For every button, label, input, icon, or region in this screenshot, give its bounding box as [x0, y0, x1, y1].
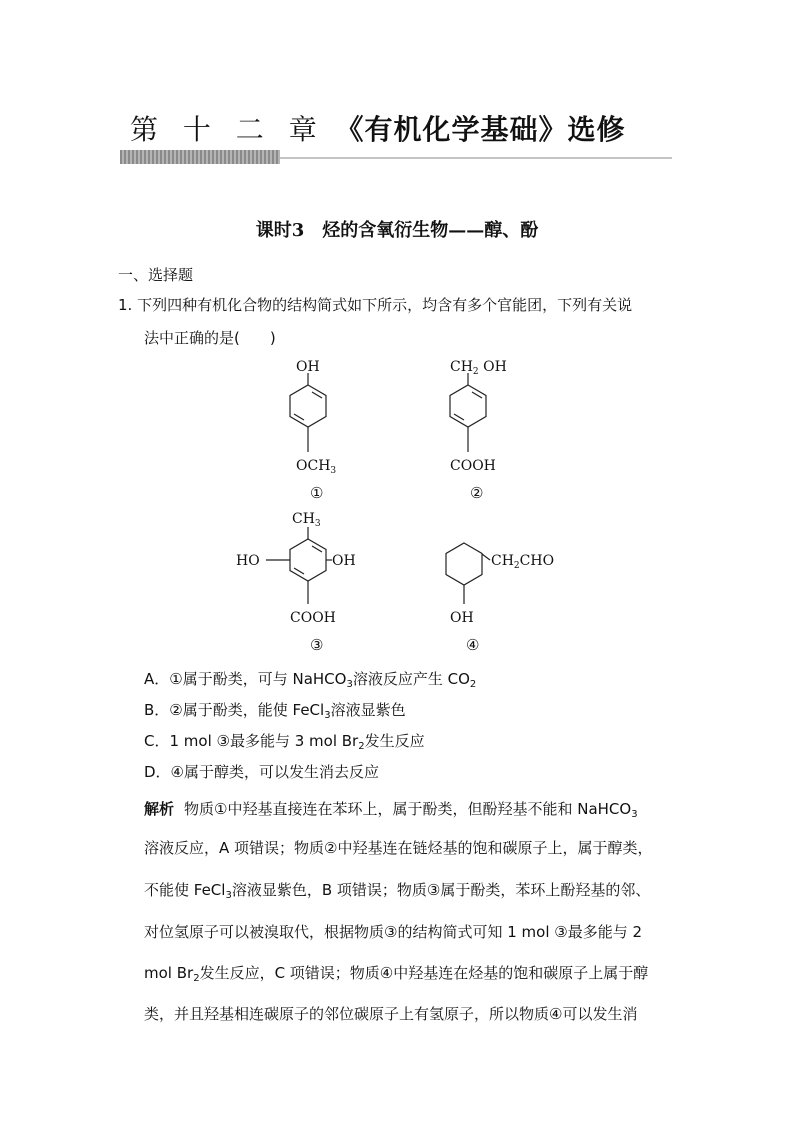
- explanation-line2: 溶液反应，A 项错误；物质②中羟基连在链烃基的饱和碳原子上，属于醇类，: [144, 839, 653, 857]
- option-d: D．④属于醇类，可以发生消去反应: [144, 763, 379, 781]
- structure-3-left-group: HO: [236, 553, 260, 569]
- svg-text:CH2 OH: [450, 359, 507, 377]
- section-label: 一、选择题: [118, 266, 194, 284]
- question-stem-line2: 法中正确的是( ): [144, 329, 276, 347]
- structure-2-top-tail: OH: [478, 359, 507, 375]
- explanation-line1: 解析 物质①中羟基直接连在苯环上，属于酚类，但酚羟基不能和 NaHCO$_3$: [144, 800, 638, 820]
- explanation-lead: 解析: [144, 800, 175, 818]
- structure-4: [446, 543, 554, 654]
- chapter-label: 第 十 二 章: [130, 113, 325, 146]
- structure-1: [290, 359, 336, 502]
- structure-4-marker: ④: [466, 636, 480, 654]
- structure-4-right-sub: 2: [513, 561, 520, 571]
- structure-3: [236, 511, 356, 654]
- option-c: C．1 mol ③最多能与 3 mol $Br_2$发生反应: [144, 732, 425, 752]
- structure-2-top-group: CH: [450, 359, 473, 375]
- structure-1-marker: ①: [310, 484, 324, 502]
- structure-2: [450, 359, 507, 502]
- structure-4-bottom-group: OH: [450, 610, 474, 626]
- option-b: B．②属于酚类，能使 FeCl$_3$溶液显紫色: [144, 701, 406, 721]
- svg-text:CH3: [292, 511, 321, 529]
- lesson-title: 课时3 烃的含氧衍生物——醇、酚: [255, 220, 539, 241]
- explanation-line3: 不能使 FeCl$_3$溶液显紫色，B 项错误；物质③属于酚类，苯环上酚羟基的邻、: [144, 881, 651, 901]
- svg-text:CH2CHO: [491, 553, 554, 571]
- structure-1-bottom-group: OCH: [296, 458, 331, 474]
- structure-4-right-group: CH: [491, 553, 514, 569]
- structure-1-top-group: OH: [296, 359, 320, 375]
- structure-3-marker: ③: [310, 636, 324, 654]
- structure-1-bottom-sub: 3: [330, 466, 337, 476]
- explanation-line5: mol $Br_2$发生反应，C 项错误；物质④中羟基连在烃基的饱和碳原子上属于醇: [144, 964, 649, 984]
- structure-3-top-sub: 3: [314, 519, 321, 529]
- question-stem-line1: 1. 下列四种有机化合物的结构简式如下所示，均含有多个官能团，下列有关说: [118, 296, 633, 314]
- option-a: A．①属于酚类，可与 NaHCO$_3$溶液反应产生 $CO_2$: [144, 670, 477, 690]
- structure-3-right-group: OH: [332, 553, 356, 569]
- structure-3-bottom-group: COOH: [290, 610, 336, 626]
- structure-2-bottom-group: COOH: [450, 458, 496, 474]
- structure-2-top-sub: 2: [472, 367, 479, 377]
- explanation-line6: 类，并且羟基相连碳原子的邻位碳原子上有氢原子，所以物质④可以发生消: [144, 1005, 638, 1023]
- structure-2-marker: ②: [470, 484, 484, 502]
- structure-4-right-tail: CHO: [519, 553, 555, 569]
- chapter-topic: 《有机化学基础》选修: [335, 113, 626, 146]
- svg-text:OCH3: [296, 458, 336, 476]
- explanation-line4: 对位氢原子可以被溴取代，根据物质③的结构简式可知 1 mol ③最多能与 2: [144, 923, 643, 941]
- structure-3-top-group: CH: [292, 511, 315, 527]
